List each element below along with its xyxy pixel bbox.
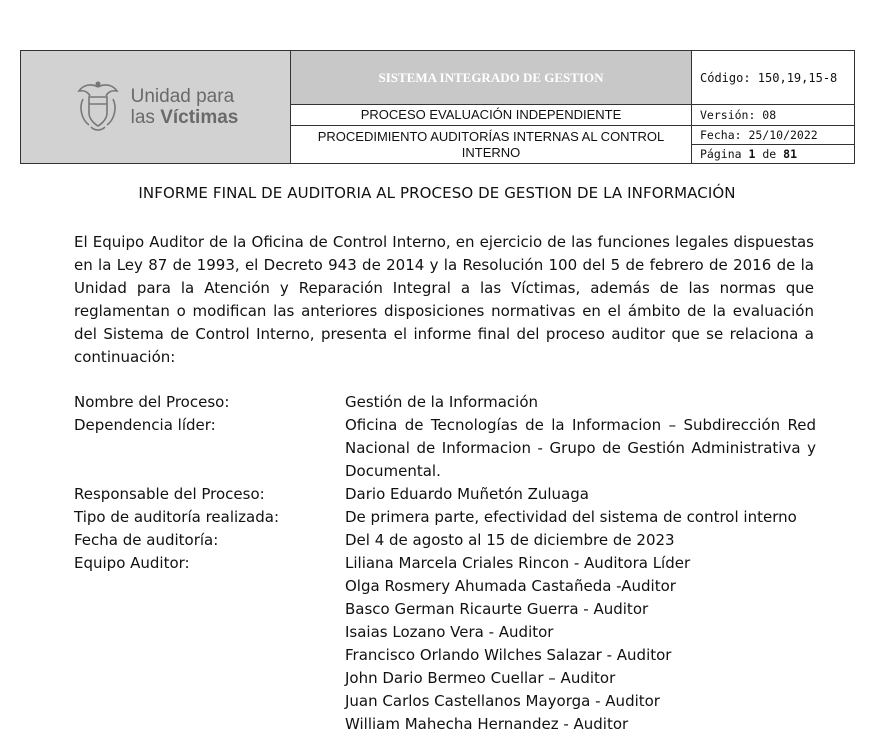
- coat-of-arms-icon: [73, 79, 123, 135]
- field-row: [74, 414, 816, 483]
- system-title: SISTEMA INTEGRADO DE GESTION: [291, 51, 692, 105]
- page-label: Página: [700, 147, 742, 161]
- report-title: INFORME FINAL DE AUDITORIA AL PROCESO DE GESTION DE LA INFORMACIÓN: [138, 184, 736, 202]
- logo-cell: [21, 51, 291, 164]
- field-row: [74, 483, 816, 506]
- field-row: [74, 552, 816, 575]
- field-row: [74, 506, 816, 529]
- field-value: Del 4 de agosto al 15 de diciembre de 2023: [345, 531, 675, 549]
- field-row: [74, 644, 816, 667]
- field-label: Responsable del Proceso:: [74, 485, 265, 503]
- page-indicator: [692, 145, 854, 163]
- field-label: [74, 644, 345, 667]
- field-label: Tipo de auditoría realizada:: [74, 508, 280, 526]
- field-row: [74, 713, 816, 736]
- field-label: [74, 575, 345, 598]
- field-row: [74, 529, 816, 552]
- field-label: [74, 690, 345, 713]
- document-header-table: [20, 50, 855, 164]
- procedure-name: PROCEDIMIENTO AUDITORÍAS INTERNAS AL CONTROL INTERNO: [291, 126, 692, 164]
- field-value: Isaias Lozano Vera - Auditor: [345, 623, 554, 641]
- field-row: [74, 667, 816, 690]
- page-of: de: [762, 147, 777, 161]
- field-label: [74, 598, 345, 621]
- field-row: [74, 690, 816, 713]
- field-label: Dependencia líder:: [74, 416, 216, 434]
- field-label: [74, 621, 345, 644]
- page-total: 81: [783, 147, 798, 161]
- field-label: Equipo Auditor:: [74, 554, 190, 572]
- field-row: [74, 621, 816, 644]
- field-label: Fecha de auditoría:: [74, 531, 219, 549]
- field-value: Oficina de Tecnologías de la Informacion – Subdirección Red Nacional de Informacion - Grupo de Gestión Administrativa y Documental.: [345, 416, 816, 480]
- logo-line-2-bold: Víctimas: [160, 107, 239, 128]
- field-row: [74, 391, 816, 414]
- document-code: Código: 150,19,15-8: [692, 51, 855, 105]
- logo-line-2-prefix: las: [130, 107, 161, 128]
- document-date: Fecha: 25/10/2022: [692, 126, 854, 145]
- field-value: Francisco Orlando Wilches Salazar - Auditor: [345, 646, 672, 664]
- field-value: William Mahecha Hernandez - Auditor: [345, 715, 629, 733]
- field-label: [74, 713, 345, 736]
- page-number: 1: [748, 147, 756, 161]
- field-value: Dario Eduardo Muñetón Zuluaga: [345, 485, 589, 503]
- document-version: Versión: 08: [692, 105, 855, 126]
- field-label: Nombre del Proceso:: [74, 393, 230, 411]
- field-row: [74, 598, 816, 621]
- field-value: Basco German Ricaurte Guerra - Auditor: [345, 600, 649, 618]
- intro-paragraph: El Equipo Auditor de la Oficina de Control Interno, en ejercicio de las funciones legales dispuestas en la Ley 87 de 1993, el Decreto 943 de 2014 y la Resolución 100 del 5 de febrero de 2016 de la Unidad para la Atención y Reparación Integral a las Víctimas, además de las normas que reglamentan o modifican las anteriores disposiciones normativas en el ámbito de la evaluación del Sistema de Control Interno, presenta el informe final del proceso auditor que se relaciona a continuación:: [74, 233, 814, 366]
- audit-fields-list: [74, 391, 816, 736]
- field-value: John Dario Bermeo Cuellar – Auditor: [345, 669, 616, 687]
- field-value: Gestión de la Información: [345, 393, 539, 411]
- field-value: De primera parte, efectividad del sistema de control interno: [345, 508, 797, 526]
- field-label: [74, 667, 345, 690]
- field-row: [74, 575, 816, 598]
- logo-wordmark: [131, 86, 239, 128]
- field-value: Liliana Marcela Criales Rincon - Auditora Líder: [345, 554, 691, 572]
- logo-line-1: Unidad para: [130, 86, 235, 107]
- process-name: PROCESO EVALUACIÓN INDEPENDIENTE: [291, 105, 692, 126]
- field-value: Juan Carlos Castellanos Mayorga - Auditor: [345, 692, 660, 710]
- field-value: Olga Rosmery Ahumada Castañeda -Auditor: [345, 577, 676, 595]
